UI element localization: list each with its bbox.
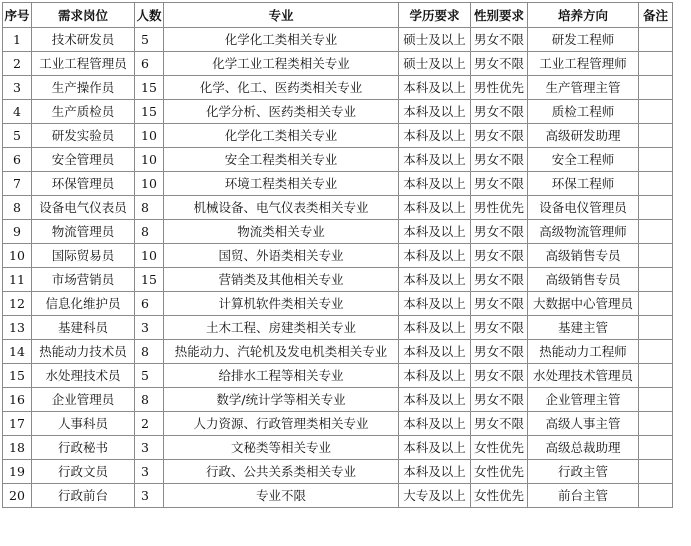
cell-major: 计算机软件类相关专业 [164,292,399,316]
cell-gender: 男女不限 [471,316,528,340]
cell-gender: 男女不限 [471,100,528,124]
table-row [3,316,673,340]
cell-major: 土木工程、房建类相关专业 [164,316,399,340]
cell-note [639,436,673,460]
cell-gender: 男女不限 [471,412,528,436]
cell-major: 人力资源、行政管理类相关专业 [164,412,399,436]
cell-gender: 男女不限 [471,340,528,364]
cell-count: 6 [135,292,164,316]
table-row [3,244,673,268]
cell-note [639,340,673,364]
cell-major: 行政、公共关系类相关专业 [164,460,399,484]
cell-major: 化学化工类相关专业 [164,28,399,52]
cell-count: 15 [135,268,164,292]
table-row [3,460,673,484]
cell-education: 本科及以上 [399,316,471,340]
cell-major: 物流类相关专业 [164,220,399,244]
cell-direction: 设备电仪管理员 [528,196,639,220]
cell-direction: 行政主管 [528,460,639,484]
cell-note [639,124,673,148]
cell-education: 本科及以上 [399,100,471,124]
cell-major: 环境工程类相关专业 [164,172,399,196]
cell-major: 专业不限 [164,484,399,508]
cell-no: 10 [3,244,32,268]
cell-direction: 生产管理主管 [528,76,639,100]
cell-position: 行政前台 [32,484,135,508]
cell-education: 本科及以上 [399,148,471,172]
cell-major: 机械设备、电气仪表类相关专业 [164,196,399,220]
cell-direction: 高级销售专员 [528,244,639,268]
cell-direction: 高级物流管理师 [528,220,639,244]
cell-no: 13 [3,316,32,340]
table-row [3,28,673,52]
header-gender: 性别要求 [471,3,528,28]
cell-education: 本科及以上 [399,196,471,220]
cell-count: 8 [135,220,164,244]
cell-note [639,388,673,412]
cell-count: 8 [135,196,164,220]
cell-note [639,196,673,220]
cell-major: 热能动力、汽轮机及发电机类相关专业 [164,340,399,364]
cell-direction: 前台主管 [528,484,639,508]
cell-gender: 男女不限 [471,172,528,196]
cell-position: 行政秘书 [32,436,135,460]
cell-count: 8 [135,388,164,412]
cell-no: 5 [3,124,32,148]
cell-education: 大专及以上 [399,484,471,508]
cell-position: 技术研发员 [32,28,135,52]
cell-note [639,100,673,124]
table-row [3,148,673,172]
cell-gender: 男女不限 [471,292,528,316]
table-row [3,484,673,508]
table-header-row [3,3,673,28]
cell-note [639,148,673,172]
cell-education: 本科及以上 [399,124,471,148]
cell-note [639,460,673,484]
cell-position: 生产操作员 [32,76,135,100]
cell-no: 8 [3,196,32,220]
cell-direction: 研发工程师 [528,28,639,52]
cell-position: 生产质检员 [32,100,135,124]
cell-note [639,76,673,100]
cell-direction: 高级销售专员 [528,268,639,292]
table-row [3,388,673,412]
cell-note [639,220,673,244]
cell-no: 15 [3,364,32,388]
table-row [3,52,673,76]
cell-direction: 水处理技术管理员 [528,364,639,388]
header-education: 学历要求 [399,3,471,28]
cell-gender: 男女不限 [471,28,528,52]
cell-no: 2 [3,52,32,76]
cell-major: 数学/统计学等相关专业 [164,388,399,412]
cell-position: 安全管理员 [32,148,135,172]
cell-education: 本科及以上 [399,364,471,388]
cell-major: 化学分析、医药类相关专业 [164,100,399,124]
cell-no: 9 [3,220,32,244]
cell-direction: 高级总裁助理 [528,436,639,460]
cell-count: 3 [135,460,164,484]
cell-gender: 女性优先 [471,484,528,508]
cell-note [639,292,673,316]
cell-no: 1 [3,28,32,52]
cell-education: 本科及以上 [399,268,471,292]
cell-count: 8 [135,340,164,364]
cell-gender: 男女不限 [471,364,528,388]
cell-direction: 基建主管 [528,316,639,340]
cell-education: 硕士及以上 [399,52,471,76]
cell-count: 3 [135,436,164,460]
cell-education: 本科及以上 [399,76,471,100]
cell-position: 环保管理员 [32,172,135,196]
cell-gender: 男女不限 [471,148,528,172]
table-row [3,292,673,316]
cell-major: 文秘类等相关专业 [164,436,399,460]
header-major: 专业 [164,3,399,28]
cell-no: 16 [3,388,32,412]
cell-direction: 大数据中心管理员 [528,292,639,316]
cell-direction: 环保工程师 [528,172,639,196]
cell-education: 本科及以上 [399,172,471,196]
cell-position: 水处理技术员 [32,364,135,388]
cell-major: 给排水工程等相关专业 [164,364,399,388]
table-row [3,76,673,100]
cell-position: 信息化维护员 [32,292,135,316]
recruitment-table [2,2,673,508]
cell-note [639,268,673,292]
cell-no: 4 [3,100,32,124]
header-direction: 培养方向 [528,3,639,28]
cell-no: 14 [3,340,32,364]
cell-education: 本科及以上 [399,244,471,268]
cell-education: 本科及以上 [399,340,471,364]
cell-position: 行政文员 [32,460,135,484]
cell-count: 10 [135,172,164,196]
cell-major: 化学、化工、医药类相关专业 [164,76,399,100]
cell-note [639,244,673,268]
cell-position: 工业工程管理员 [32,52,135,76]
table-row [3,340,673,364]
cell-note [639,316,673,340]
cell-note [639,52,673,76]
table-row [3,364,673,388]
table-row [3,436,673,460]
cell-major: 营销类及其他相关专业 [164,268,399,292]
cell-count: 10 [135,124,164,148]
header-position: 需求岗位 [32,3,135,28]
cell-position: 物流管理员 [32,220,135,244]
cell-gender: 女性优先 [471,436,528,460]
cell-position: 人事科员 [32,412,135,436]
cell-count: 15 [135,76,164,100]
table-row [3,172,673,196]
table-row [3,124,673,148]
cell-gender: 男女不限 [471,244,528,268]
table-row [3,196,673,220]
header-count: 人数 [135,3,164,28]
cell-education: 本科及以上 [399,460,471,484]
cell-direction: 质检工程师 [528,100,639,124]
cell-education: 本科及以上 [399,292,471,316]
cell-gender: 女性优先 [471,460,528,484]
cell-education: 本科及以上 [399,388,471,412]
cell-count: 10 [135,148,164,172]
cell-count: 15 [135,100,164,124]
cell-gender: 男女不限 [471,268,528,292]
cell-position: 基建科员 [32,316,135,340]
cell-major: 化学化工类相关专业 [164,124,399,148]
cell-no: 11 [3,268,32,292]
cell-gender: 男女不限 [471,220,528,244]
cell-note [639,412,673,436]
cell-no: 7 [3,172,32,196]
cell-gender: 男女不限 [471,388,528,412]
cell-gender: 男女不限 [471,52,528,76]
cell-direction: 高级人事主管 [528,412,639,436]
cell-count: 6 [135,52,164,76]
cell-gender: 男性优先 [471,196,528,220]
cell-count: 5 [135,364,164,388]
cell-direction: 企业管理主管 [528,388,639,412]
cell-no: 17 [3,412,32,436]
cell-no: 20 [3,484,32,508]
cell-direction: 安全工程师 [528,148,639,172]
cell-no: 3 [3,76,32,100]
cell-count: 3 [135,484,164,508]
cell-count: 3 [135,316,164,340]
table-row [3,220,673,244]
cell-count: 2 [135,412,164,436]
cell-position: 国际贸易员 [32,244,135,268]
cell-education: 硕士及以上 [399,28,471,52]
cell-no: 12 [3,292,32,316]
cell-note [639,364,673,388]
cell-note [639,28,673,52]
cell-gender: 男性优先 [471,76,528,100]
cell-no: 19 [3,460,32,484]
cell-note [639,484,673,508]
table-row [3,100,673,124]
cell-gender: 男女不限 [471,124,528,148]
cell-direction: 工业工程管理师 [528,52,639,76]
cell-position: 热能动力技术员 [32,340,135,364]
cell-no: 6 [3,148,32,172]
cell-position: 研发实验员 [32,124,135,148]
cell-education: 本科及以上 [399,412,471,436]
table-row [3,412,673,436]
table-body [3,28,673,508]
cell-count: 10 [135,244,164,268]
table-row [3,268,673,292]
header-note: 备注 [639,3,673,28]
cell-position: 设备电气仪表员 [32,196,135,220]
cell-direction: 高级研发助理 [528,124,639,148]
cell-position: 市场营销员 [32,268,135,292]
cell-major: 化学工业工程类相关专业 [164,52,399,76]
cell-education: 本科及以上 [399,220,471,244]
cell-note [639,172,673,196]
cell-position: 企业管理员 [32,388,135,412]
header-no: 序号 [3,3,32,28]
cell-no: 18 [3,436,32,460]
cell-direction: 热能动力工程师 [528,340,639,364]
cell-count: 5 [135,28,164,52]
cell-major: 国贸、外语类相关专业 [164,244,399,268]
cell-major: 安全工程类相关专业 [164,148,399,172]
cell-education: 本科及以上 [399,436,471,460]
